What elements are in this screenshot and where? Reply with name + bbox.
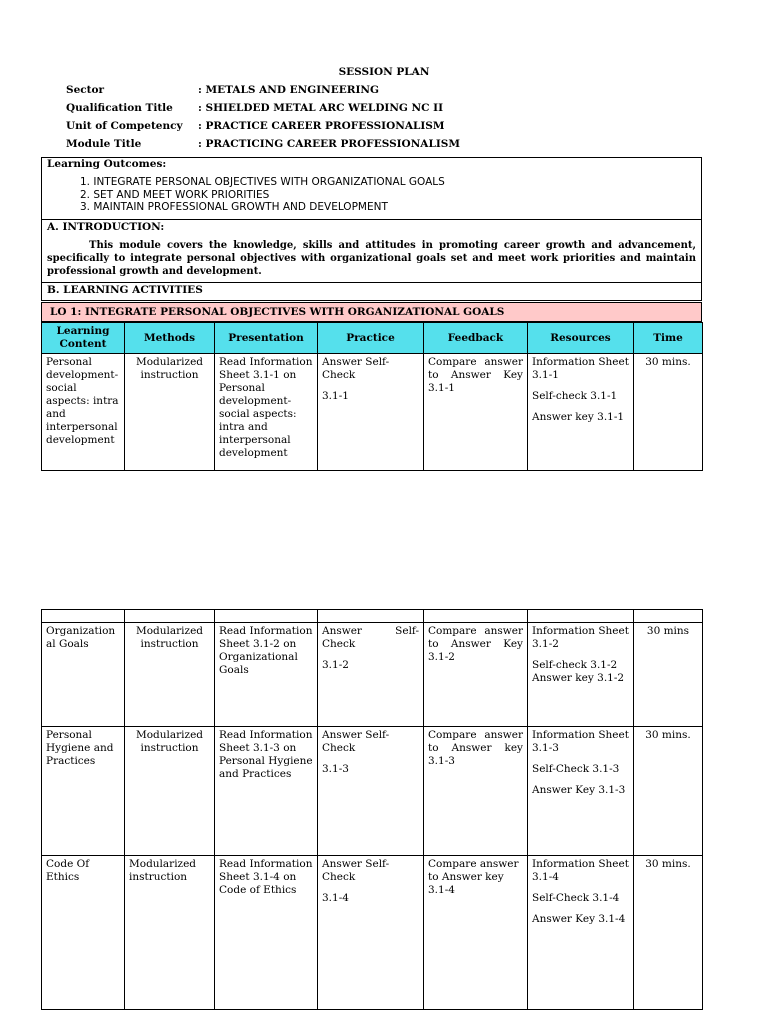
unit-value: : PRACTICE CAREER PROFESSIONALISM	[198, 120, 445, 132]
cell-presentation: Read Information Sheet 3.1-2 on Organizational Goals	[215, 623, 318, 727]
cell-presentation: Read Information Sheet 3.1-1 on Personal development-social aspects: intra and interpersonal development	[215, 354, 318, 471]
resource-info: Information Sheet 3.1-4	[532, 858, 629, 883]
cell-content: Personal development-social aspects: intra and interpersonal development	[42, 354, 125, 471]
learning-outcomes-heading: Learning Outcomes:	[47, 158, 167, 170]
learning-outcomes-box	[41, 157, 702, 220]
resource-selfcheck: Self-check 3.1-1	[532, 390, 618, 402]
cell-resources	[528, 727, 634, 856]
practice-text: Answer Self-Check	[322, 729, 390, 754]
resource-answerkey: Answer key 3.1-1	[532, 411, 625, 423]
cell-feedback: Compare answer to Answer Key 3.1-1	[424, 354, 528, 471]
module-label: Module Title	[66, 138, 142, 150]
cell-time: 30 mins.	[634, 354, 703, 471]
practice-ref: 3.1-1	[322, 390, 349, 402]
lo-banner	[41, 302, 702, 322]
learning-activities-heading: B. LEARNING ACTIVITIES	[47, 284, 203, 296]
learning-outcome-item: 3. MAINTAIN PROFESSIONAL GROWTH AND DEVELOPMENT	[80, 201, 388, 213]
cell-resources	[528, 354, 634, 471]
cell-methods: Modularized instruction	[125, 354, 215, 471]
cell-resources	[528, 623, 634, 727]
cell-feedback: Compare answer to Answer Key 3.1-2	[424, 623, 528, 727]
column-header: Learning Content	[42, 323, 125, 354]
resource-info: Information Sheet 3.1-2	[532, 625, 629, 650]
cell-time: 30 mins.	[634, 856, 703, 1010]
qualification-label: Qualification Title	[66, 102, 173, 114]
practice-text: Answer Self-Check	[322, 356, 390, 381]
cell-practice	[318, 623, 424, 727]
module-value: : PRACTICING CAREER PROFESSIONALISM	[198, 138, 460, 150]
cell-presentation: Read Information Sheet 3.1-4 on Code of Ethics	[215, 856, 318, 1010]
learning-outcome-item: 2. SET AND MEET WORK PRIORITIES	[80, 188, 270, 201]
table-header-row	[42, 323, 703, 354]
column-header: Resources	[528, 323, 634, 354]
lo-banner-text: LO 1: INTEGRATE PERSONAL OBJECTIVES WITH ORGANIZATIONAL GOALS	[50, 306, 505, 318]
unit-label: Unit of Competency	[66, 120, 183, 132]
learning-activities-heading-box	[41, 282, 702, 301]
introduction-box	[41, 219, 702, 283]
table-row	[42, 856, 703, 1010]
cell-methods: Modularized instruction	[125, 856, 215, 1010]
cell-presentation: Read Information Sheet 3.1-3 on Personal Hygiene and Practices	[215, 727, 318, 856]
table-empty-row	[42, 610, 703, 623]
cell-methods: Modularized instruction	[125, 623, 215, 727]
resource-selfcheck: Self-Check 3.1-3	[532, 763, 620, 775]
column-header: Time	[634, 323, 703, 354]
introduction-text: This module covers the knowledge, skills and attitudes in promoting career growth and advancement, specifically to integrate personal objectives with organizational goals set and meet work priorities and maintain professional growth and development.	[47, 240, 696, 277]
learning-activities-table	[41, 322, 703, 471]
sector-value: : METALS AND ENGINEERING	[198, 84, 379, 96]
cell-practice	[318, 354, 424, 471]
qualification-value: : SHIELDED METAL ARC WELDING NC II	[198, 102, 443, 114]
resource-info: Information Sheet 3.1-3	[532, 729, 629, 754]
resource-answerkey: Answer Key 3.1-3	[532, 784, 626, 796]
cell-feedback: Compare answer to Answer key 3.1-4	[424, 856, 528, 1010]
cell-practice	[318, 727, 424, 856]
resource-selfcheck: Self-check 3.1-2	[532, 659, 618, 671]
resource-answerkey: Answer Key 3.1-4	[532, 913, 626, 925]
table-row	[42, 727, 703, 856]
practice-ref: 3.1-2	[322, 659, 349, 671]
table-row	[42, 623, 703, 727]
sector-label: Sector	[66, 84, 105, 96]
practice-ref: 3.1-3	[322, 763, 349, 775]
column-header: Practice	[318, 323, 424, 354]
cell-time: 30 mins	[634, 623, 703, 727]
continuation-table	[41, 609, 703, 1010]
practice-ref: 3.1-4	[322, 892, 349, 904]
practice-text: Answer Self-Check	[322, 858, 390, 883]
column-header: Methods	[125, 323, 215, 354]
session-plan-title: SESSION PLAN	[338, 66, 430, 78]
resource-selfcheck: Self-Check 3.1-4	[532, 892, 620, 904]
column-header: Presentation	[215, 323, 318, 354]
practice-text: Answer Self-Check	[322, 625, 419, 650]
cell-practice	[318, 856, 424, 1010]
resource-info: Information Sheet 3.1-1	[532, 356, 629, 381]
learning-outcome-item: 1. INTEGRATE PERSONAL OBJECTIVES WITH ORGANIZATIONAL GOALS	[80, 176, 445, 188]
cell-content: Organization al Goals	[42, 623, 125, 727]
cell-feedback: Compare answer to Answer key 3.1-3	[424, 727, 528, 856]
cell-methods: Modularized instruction	[125, 727, 215, 856]
cell-resources	[528, 856, 634, 1010]
introduction-heading: A. INTRODUCTION:	[47, 221, 165, 233]
column-header: Feedback	[424, 323, 528, 354]
cell-content: Code Of Ethics	[42, 856, 125, 1010]
table-row	[42, 354, 703, 471]
cell-time: 30 mins.	[634, 727, 703, 856]
resource-answerkey: Answer key 3.1-2	[532, 672, 625, 684]
cell-content: Personal Hygiene and Practices	[42, 727, 125, 856]
